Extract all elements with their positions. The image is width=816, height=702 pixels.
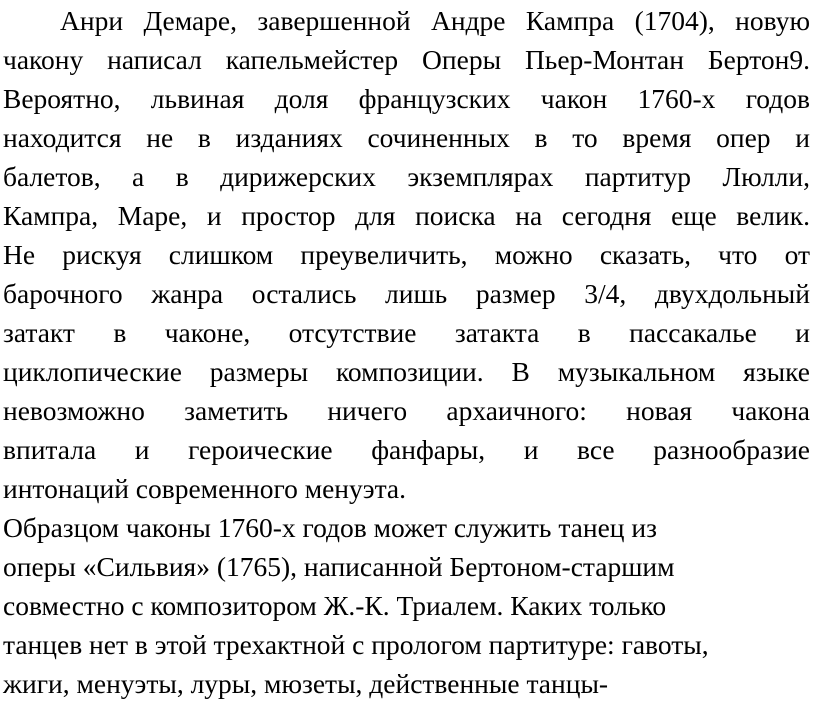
text-line: находится не в изданиях сочиненных в то время опер и (3, 122, 810, 153)
text-line: Образцом чаконы 1760-х годов может служить танец из (3, 512, 657, 543)
text-line: Кампра, Маре, и простор для поиска на сегодня еще велик. (3, 200, 810, 231)
text-line: циклопические размеры композиции. В музыкальном языке (3, 356, 810, 387)
text-line: совместно с композитором Ж.-К. Триалем. Каких только (3, 590, 667, 621)
text-line: интонаций современного менуэта. (3, 473, 407, 504)
text-line: невозможно заметить ничего архаичного: новая чакона (3, 395, 810, 426)
text-line: танцев нет в этой трехактной с прологом партитуре: гавоты, (3, 629, 709, 660)
text-line: затакт в чаконе, отсутствие затакта в пассакалье и (3, 317, 810, 348)
text-line: Вероятно, львиная доля французских чакон 1760-х годов (3, 83, 810, 114)
text-line: балетов, а в дирижерских экземплярах партитур Люлли, (3, 161, 810, 192)
text-line: Не рискуя слишком преувеличить, можно сказать, что от (3, 239, 810, 270)
text-line: впитала и героические фанфары, и все разнообразие (3, 434, 810, 465)
text-line: жиги, менуэты, луры, мюзеты, действенные танцы- (3, 668, 609, 699)
text-line: барочного жанра остались лишь размер 3/4, двухдольный (3, 278, 810, 309)
text-line: оперы «Сильвия» (1765), написанной Бертоном-старшим (3, 551, 675, 582)
text-line: чакону написал капельмейстер Оперы Пьер-Монтан Бертон9. (3, 44, 810, 75)
text-line: Анри Демаре, завершенной Андре Кампра (1704), новую (60, 5, 810, 36)
